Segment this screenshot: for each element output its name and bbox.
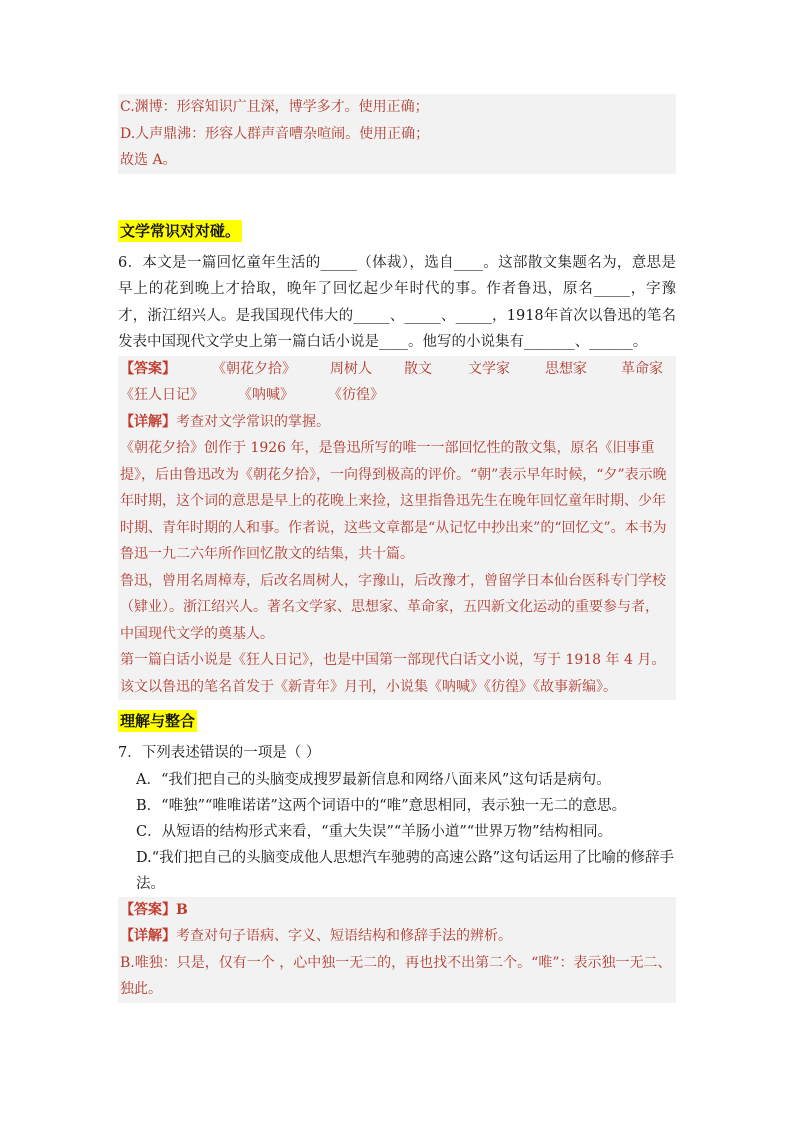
detail-line [120, 923, 672, 950]
answer-line: D.人声鼎沸：形容人群声音嘈杂喧闹。使用正确； [120, 125, 430, 142]
question-7-stem: 7．下列表述错误的一项是（ ） [118, 745, 321, 761]
detail-line [120, 409, 672, 436]
option-a: A．“我们把自己的头脑变成搜罗最新信息和网络八面来风”这句话是病句。 [136, 771, 611, 788]
detail-label: 【详解】 [120, 413, 176, 430]
option-c: C．从短语的结构形式来看，“重大失误”“羊肠小道”“世界万物”结构相同。 [136, 823, 613, 840]
heading-text: 文学常识对对碰。 [120, 221, 241, 240]
detail-paragraph: 鲁迅，曾用名周樟寿，后改名周树人，字豫山，后改豫才，曾留学日本仙台医科专门学校（肄业）。浙江绍兴人。著名文学家、思想家、革命家，五四新文化运动的重要参与者，中国现代文学的奠基人。 [120, 572, 666, 642]
answer-row [120, 382, 672, 409]
option-b: B．“唯独”“唯唯诺诺”这两个词语中的“唯”意思相同，表示独一无二的意思。 [136, 797, 627, 814]
section-heading-understanding [118, 710, 676, 732]
answer-line: C.渊博：形容知识广且深，博学多才。使用正确； [120, 99, 429, 115]
document-page [118, 94, 676, 1003]
answer-item: 周树人 [330, 360, 372, 377]
answer-value: B [176, 901, 188, 918]
answer-line [120, 897, 672, 924]
detail-paragraph: B.唯独：只是，仅有一个 ，心中独一无二的，再也找不出第二个。“唯”：表示独一无二、独此。 [120, 954, 672, 997]
detail-intro: 考查对句子语病、字义、短语结构和修辞手法的辨析。 [176, 928, 512, 944]
answer-item: 文学家 [468, 360, 510, 377]
detail-paragraph: 《朝花夕拾》创作于 1926 年，是鲁迅所写的唯一一部回忆性的散文集，原名《旧事重提》，后由鲁迅改为《朝花夕拾》，一向得到极高的评价。“朝”表示早年时候，“夕”表示晚年时期，这个词的意思是早上的花晚上来捡，这里指鲁迅先生在晚年回忆童年时期、少年时期、青年时期的人和事。作者说，这些文章都是“从记忆中抄出来”的“回忆文”。本书为鲁迅一九二六年所作回忆散文的结集，共十篇。 [120, 440, 667, 562]
detail-label: 【详解】 [120, 928, 176, 944]
question-6: 6．本文是一篇回忆童年生活的_____（体裁），选自____。这部散文集题名为，意思是早上的花到晚上才拾取，晚年了回忆起少年时代的事。作者鲁迅，原名_____，字豫才，浙江绍兴人。是我国现代伟大的_____、_____、_____，1918年首次以鲁迅的笔名发表中国现代文学史上第一篇白话小说是____。他写的小说集有_______、______。 [118, 254, 676, 350]
answer-item: 《呐喊》 [238, 387, 294, 403]
answer-line: 故选 A。 [120, 152, 177, 168]
answer-row [120, 356, 672, 383]
answer-label: 【答案】 [120, 360, 176, 377]
detail-paragraph: 第一篇白话小说是《狂人日记》，也是中国第一部现代白话文小说，写于 1918 年 4 月。该文以鲁迅的笔名首发于《新青年》月刊，小说集《呐喊》《彷徨》《故事新编》。 [120, 652, 666, 695]
detail-intro: 考查对文学常识的掌握。 [176, 413, 330, 430]
answer-item: 《狂人日记》 [120, 387, 204, 403]
answer-block-q7 [118, 897, 676, 1003]
answer-block-q6 [118, 356, 676, 701]
answer-item: 革命家 [621, 360, 663, 377]
answer-item: 《朝花夕拾》 [212, 360, 296, 377]
answer-block-prev [118, 94, 676, 174]
answer-item: 散文 [404, 360, 432, 377]
answer-item: 《彷徨》 [328, 387, 384, 403]
option-d: D.“我们把自己的头脑变成他人思想汽车驰骋的高速公路”这句话运用了比喻的修辞手法。 [136, 849, 675, 892]
heading-text: 理解与整合 [120, 712, 196, 730]
section-heading-literature [118, 220, 676, 242]
answer-item: 思想家 [545, 360, 587, 377]
answer-label: 【答案】 [120, 901, 176, 918]
